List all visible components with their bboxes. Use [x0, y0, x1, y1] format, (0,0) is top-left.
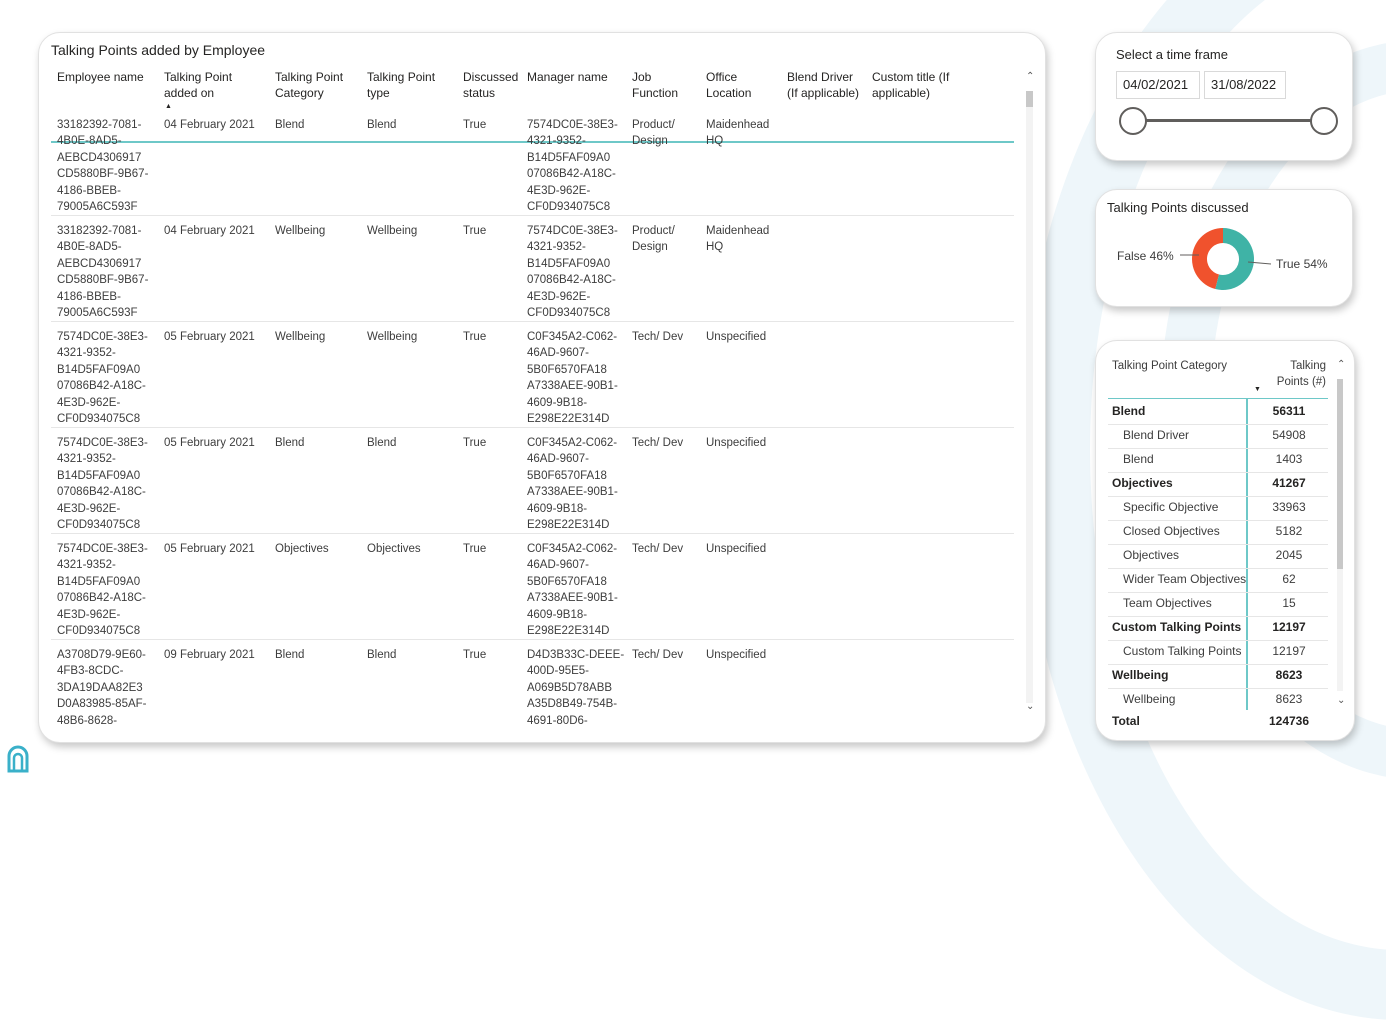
row-label: Wider Team Objectives — [1123, 572, 1247, 586]
cell-employee-name: 7574DC0E-38E3- 4321-9352- B14D5FAF09A0 07086B42-A18C- 4E3D-962E- CF0D934075C8 — [57, 331, 148, 426]
matrix-scroll-down-icon[interactable]: ⌄ — [1337, 695, 1346, 706]
end-date-input[interactable]: 31/08/2022 — [1204, 71, 1286, 99]
cell-category: Wellbeing — [275, 331, 326, 343]
column-header-manager-name[interactable]: Manager name — [527, 70, 608, 84]
row-label: Total — [1112, 714, 1140, 728]
row-label: Wellbeing — [1112, 668, 1169, 682]
cell-manager-name: C0F345A2-C062- 46AD-9607- 5B0F6570FA18 A7338AEE-90B1- 4609-9B18- E298E22E314D — [527, 437, 618, 532]
donut-label-true: True 54% — [1276, 257, 1328, 271]
cell-type: Wellbeing — [367, 331, 418, 343]
scroll-up-icon[interactable]: ⌃ — [1026, 71, 1035, 82]
cell-discussed-status: True — [463, 331, 487, 343]
row-label: Blend — [1123, 452, 1154, 466]
donut-chart — [1096, 190, 1352, 306]
start-date-input[interactable]: 04/02/2021 — [1116, 71, 1200, 99]
matrix-row-specific-objective[interactable] — [1108, 496, 1328, 521]
row-value: 2045 — [1275, 548, 1303, 562]
cell-job-function: Product/ Design — [632, 225, 675, 254]
row-label: Custom Talking Points — [1123, 644, 1242, 658]
table-row[interactable] — [51, 321, 1014, 428]
cell-discussed-status: True — [463, 225, 487, 237]
matrix-row-total — [1108, 710, 1328, 734]
date-range-track[interactable] — [1132, 119, 1324, 122]
table-row[interactable] — [51, 639, 1014, 731]
row-value: 41267 — [1272, 476, 1306, 490]
donut-title: Talking Points discussed — [1107, 200, 1249, 215]
matrix-vertical-scrollbar[interactable] — [1337, 379, 1343, 691]
cell-manager-name: 7574DC0E-38E3- 4321-9352- B14D5FAF09A0 07086B42-A18C- 4E3D-962E- CF0D934075C8 — [527, 225, 618, 320]
cell-discussed-status: True — [463, 649, 487, 661]
row-value: 8623 — [1275, 668, 1303, 682]
cell-added-on: 04 February 2021 — [164, 225, 255, 237]
matrix-row-wellbeing-sub[interactable] — [1108, 688, 1328, 712]
cell-added-on: 09 February 2021 — [164, 649, 255, 661]
column-header-category[interactable]: Talking Point Category — [275, 70, 344, 100]
time-frame-slicer — [1095, 32, 1353, 161]
matrix-row-blend[interactable] — [1108, 400, 1328, 425]
cell-added-on: 04 February 2021 — [164, 119, 255, 131]
cell-manager-name: 7574DC0E-38E3- 4321-9352- B14D5FAF09A0 07086B42-A18C- 4E3D-962E- CF0D934075C8 — [527, 119, 618, 214]
matrix-row-blend-sub[interactable] — [1108, 448, 1328, 473]
cell-category: Blend — [275, 437, 305, 449]
matrix-header-talking-points[interactable]: Talking Points (#) — [1276, 360, 1326, 388]
column-header-employee-name[interactable]: Employee name — [57, 70, 144, 84]
cell-category: Blend — [275, 649, 305, 661]
category-matrix-card — [1095, 340, 1355, 741]
column-header-job-function[interactable]: Job Function — [632, 70, 679, 100]
cell-job-function: Tech/ Dev — [632, 437, 684, 449]
row-label: Objectives — [1123, 548, 1180, 562]
row-label: Objectives — [1112, 476, 1173, 490]
row-label: Closed Objectives — [1123, 524, 1220, 538]
cell-category: Objectives — [275, 543, 329, 555]
cell-job-function: Product/ Design — [632, 119, 675, 148]
cell-employee-name: 33182392-7081- 4B0E-8AD5- AEBCD4306917 CD5880BF-9B67- 4186-BBEB- 79005A6C593F — [57, 119, 149, 214]
row-label: Blend — [1112, 404, 1146, 418]
table-body — [51, 109, 1014, 731]
cell-manager-name: C0F345A2-C062- 46AD-9607- 5B0F6570FA18 A7338AEE-90B1- 4609-9B18- E298E22E314D — [527, 543, 618, 638]
cell-type: Blend — [367, 437, 397, 449]
row-value: 5182 — [1275, 524, 1303, 538]
row-value: 12197 — [1272, 620, 1306, 634]
matrix-header-divider — [1108, 398, 1328, 399]
cell-discussed-status: True — [463, 543, 487, 555]
slicer-title: Select a time frame — [1116, 47, 1228, 62]
matrix-row-custom-talking-points-sub[interactable] — [1108, 640, 1328, 665]
row-value: 33963 — [1272, 500, 1306, 514]
cell-added-on: 05 February 2021 — [164, 331, 255, 343]
matrix-scroll-up-icon[interactable]: ⌃ — [1337, 359, 1346, 370]
row-value: 62 — [1282, 572, 1296, 586]
cell-job-function: Tech/ Dev — [632, 543, 684, 555]
donut-label-false: False 46% — [1117, 249, 1174, 263]
cell-employee-name: A3708D79-9E60- 4FB3-8CDC- 3DA19DAA82E3 D0A83985-85AF- 48B6-8628- — [57, 649, 147, 727]
matrix-row-blend-driver[interactable] — [1108, 424, 1328, 449]
matrix-row-objectives[interactable] — [1108, 472, 1328, 497]
row-label: Team Objectives — [1123, 596, 1212, 610]
sort-descending-icon: ▼ — [1254, 386, 1261, 393]
row-value: 54908 — [1272, 428, 1306, 442]
matrix-row-objectives-sub[interactable] — [1108, 544, 1328, 569]
cell-employee-name: 7574DC0E-38E3- 4321-9352- B14D5FAF09A0 07086B42-A18C- 4E3D-962E- CF0D934075C8 — [57, 543, 148, 638]
column-header-added-on[interactable]: Talking Point added on — [164, 70, 233, 100]
cell-manager-name: D4D3B33C-DEEE- 400D-95E5- A069B5D78ABB A35D8B49-754B- 4691-80D6- — [527, 649, 625, 727]
cell-office-location: Unspecified — [706, 331, 767, 343]
cell-job-function: Tech/ Dev — [632, 331, 684, 343]
row-value: 124736 — [1268, 714, 1310, 728]
cell-employee-name: 33182392-7081- 4B0E-8AD5- AEBCD4306917 CD5880BF-9B67- 4186-BBEB- 79005A6C593F — [57, 225, 149, 320]
cell-manager-name: C0F345A2-C062- 46AD-9607- 5B0F6570FA18 A7338AEE-90B1- 4609-9B18- E298E22E314D — [527, 331, 618, 426]
cell-category: Blend — [275, 119, 305, 131]
brand-logo-icon — [4, 744, 32, 774]
table-row[interactable] — [51, 427, 1014, 534]
vertical-scrollbar[interactable] — [1026, 91, 1033, 703]
column-header-office-location[interactable]: Office Location — [706, 70, 752, 100]
column-header-blend-driver[interactable]: Blend Driver (If applicable) — [787, 70, 860, 100]
cell-discussed-status: True — [463, 437, 487, 449]
row-label: Specific Objective — [1123, 500, 1219, 514]
table-row[interactable] — [51, 533, 1014, 640]
cell-added-on: 05 February 2021 — [164, 437, 255, 449]
cell-office-location: Maidenhead HQ — [706, 119, 770, 148]
matrix-row-team-objectives[interactable] — [1108, 592, 1328, 617]
table-row[interactable] — [51, 215, 1014, 322]
cell-type: Blend — [367, 649, 397, 661]
start-date-handle[interactable] — [1119, 107, 1147, 135]
row-label: Custom Talking Points — [1112, 620, 1242, 634]
row-value: 15 — [1282, 596, 1296, 610]
cell-office-location: Unspecified — [706, 437, 767, 449]
cell-added-on: 05 February 2021 — [164, 543, 255, 555]
column-header-discussed-status[interactable]: Discussed status — [463, 70, 519, 100]
cell-type: Objectives — [367, 543, 421, 555]
row-label: Blend Driver — [1123, 428, 1190, 442]
cell-type: Wellbeing — [367, 225, 418, 237]
cell-office-location: Maidenhead HQ — [706, 225, 770, 254]
cell-category: Wellbeing — [275, 225, 326, 237]
end-date-handle[interactable] — [1310, 107, 1338, 135]
matrix-row-custom-talking-points[interactable] — [1108, 616, 1328, 641]
scroll-down-icon[interactable]: ⌄ — [1026, 701, 1035, 712]
column-header-custom-title[interactable]: Custom title (If applicable) — [872, 70, 950, 100]
sort-ascending-icon: ▲ — [165, 103, 172, 110]
cell-job-function: Tech/ Dev — [632, 649, 684, 661]
discussed-donut-card — [1095, 189, 1353, 307]
cell-employee-name: 7574DC0E-38E3- 4321-9352- B14D5FAF09A0 07086B42-A18C- 4E3D-962E- CF0D934075C8 — [57, 437, 148, 532]
row-label: Wellbeing — [1123, 692, 1176, 706]
employee-talking-points-table-card — [38, 32, 1046, 743]
cell-discussed-status: True — [463, 119, 487, 131]
matrix-row-closed-objectives[interactable] — [1108, 520, 1328, 545]
cell-office-location: Unspecified — [706, 649, 767, 661]
cell-type: Blend — [367, 119, 397, 131]
row-value: 56311 — [1272, 404, 1306, 418]
matrix-header-category[interactable]: Talking Point Category — [1112, 360, 1228, 372]
matrix-scrollbar-thumb[interactable] — [1337, 379, 1343, 569]
row-value: 1403 — [1275, 452, 1303, 466]
row-value: 12197 — [1272, 644, 1306, 658]
table-row[interactable] — [51, 109, 1014, 216]
matrix-row-wellbeing[interactable] — [1108, 664, 1328, 689]
matrix-row-wider-team-objectives[interactable] — [1108, 568, 1328, 593]
row-value: 8623 — [1275, 692, 1303, 706]
cell-office-location: Unspecified — [706, 543, 767, 555]
column-header-type[interactable]: Talking Point type — [367, 70, 436, 100]
table-title: Talking Points added by Employee — [51, 42, 266, 58]
scrollbar-thumb[interactable] — [1026, 91, 1033, 107]
